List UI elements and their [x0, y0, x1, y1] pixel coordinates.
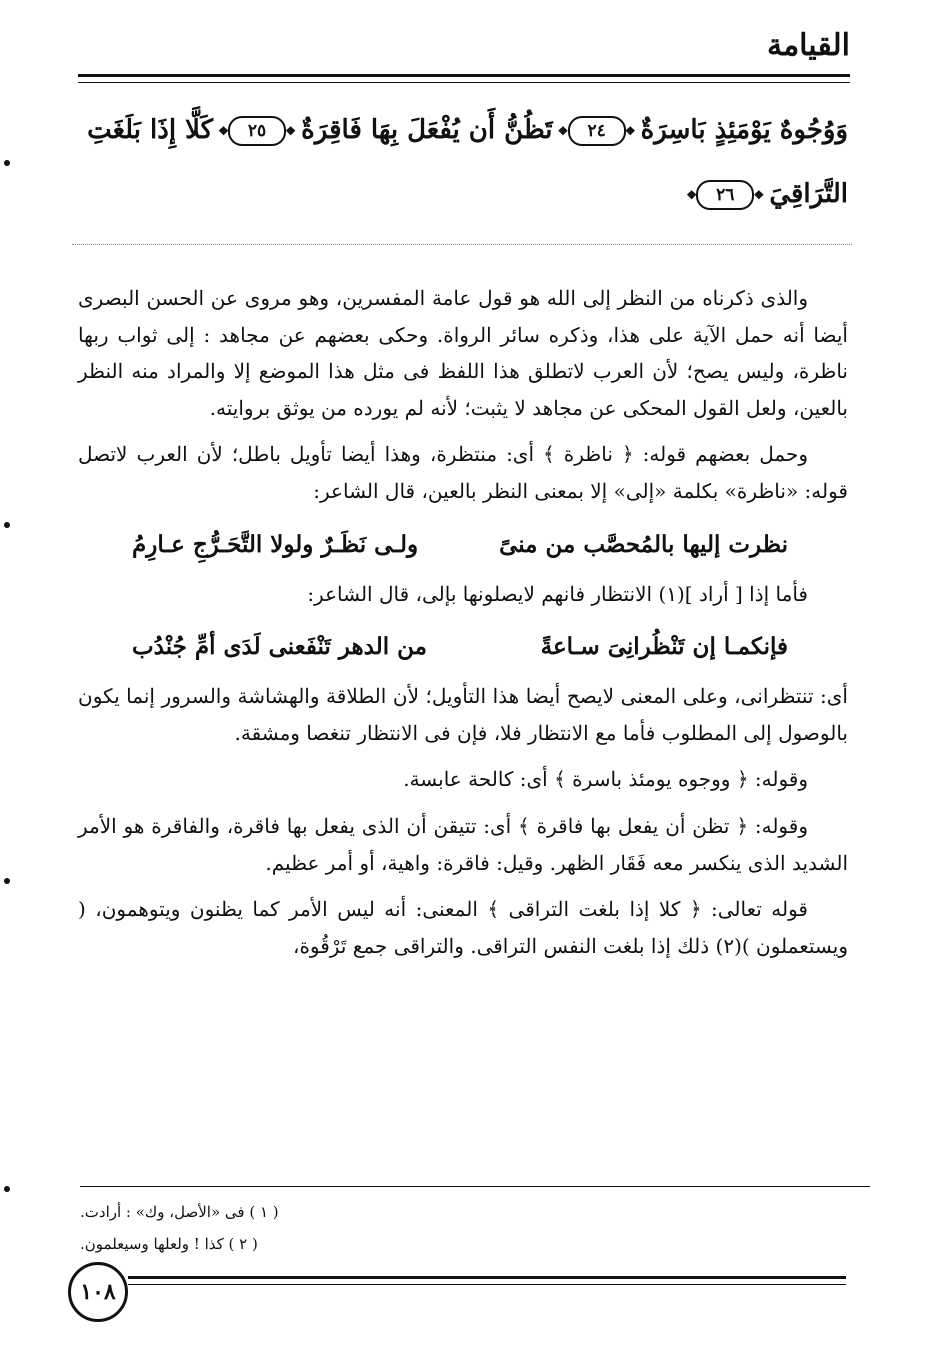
- verse-text: تَظُنُّ أَن يُفْعَلَ بِهَا فَاقِرَةٌ: [301, 115, 553, 145]
- paragraph: فأما إذا [ أراد ](١) الانتظار فانهم لايصلونها بإلى، قال الشاعر:: [307, 581, 808, 606]
- footer-rule-thin: [128, 1284, 846, 1285]
- ayah-number-marker: ❖ ٢٤ ❖: [568, 116, 626, 146]
- ayah-number-marker: ❖ ٢٥ ❖: [228, 116, 286, 146]
- quran-verses: [82, 98, 848, 226]
- scan-mark: [4, 878, 10, 884]
- poem-hemistich: من الدهر تَنْفَعنى لَدَى أمِّ جُنْدُب: [132, 633, 427, 661]
- scan-mark: [4, 160, 10, 166]
- ayah-number-marker: ❖ ٢٦ ❖: [696, 180, 754, 210]
- scan-mark: [4, 522, 10, 528]
- paragraph: والذى ذكرناه من النظر إلى الله هو قول عامة المفسرين، وهو مروى عن الحسن البصرى أيضا أنه حمل الآية على هذا، وذكره سائر الرواة. وحكى بعضهم عن مجاهد : إلى ثواب ربها ناظرة، وليس يصح؛ لأن العرب لاتطلق هذا اللفظ فى مثل هذا الموضع إلا والمراد منه النظر بالعين، ولعل القول المحكى عن مجاهد لا يثبت؛ لأنه لم يورده من يوثق بروايته.: [78, 286, 848, 420]
- poem-hemistich: فإنكمـا إن تَنْظُرانِىَ سـاعةً: [540, 633, 788, 661]
- verse-text: التَّرَاقِيَ: [769, 179, 848, 209]
- footnote: ( ٢ ) كذا ! ولعلها وسيعلمون.: [80, 1235, 258, 1253]
- verse-text: كَلَّا إِذَا بَلَغَتِ: [87, 115, 213, 145]
- page-title: القيامة: [767, 28, 850, 63]
- scan-mark: [4, 1186, 10, 1192]
- header-rule: [78, 74, 850, 77]
- footnote-divider: [80, 1186, 870, 1187]
- footnote: ( ١ ) فى «الأصل، وك» : أرادت.: [80, 1203, 279, 1221]
- footer-rule: [128, 1276, 846, 1279]
- footnotes: [80, 1196, 850, 1260]
- poem-verse: [78, 520, 848, 576]
- header-rule-thin: [78, 82, 850, 83]
- paragraph: وحمل بعضهم قوله: ﴿ ناظرة ﴾ أى: منتظرة، وهذا أيضا تأويل باطل؛ لأن العرب لاتصل قوله: «ناظرة» بكلمة «إلى» إلا بمعنى النظر بالعين، قال الشاعر:: [78, 442, 848, 503]
- page-footer: [68, 1262, 858, 1322]
- paragraph: وقوله: ﴿ ووجوه يومئذ باسرة ﴾ أى: كالحة عابسة.: [403, 767, 808, 792]
- page-number: ١٠٨: [68, 1262, 128, 1322]
- poem-hemistich: ولـى نَظَـرٌ ولولا التَّحَـرُّجِ عـارِمُ: [132, 530, 419, 558]
- poem-hemistich: نظرت إليها بالمُحصَّب من منىً: [499, 530, 788, 558]
- poem-verse: [78, 622, 848, 678]
- commentary-body: [78, 280, 848, 974]
- paragraph: قوله تعالى: ﴿ كلا إذا بلغت التراقى ﴾ المعنى: أنه ليس الأمر كما يظنون ويتوهمون، ( ويستعملون )(٢) ذلك إذا بلغت النفس التراقى. والتراقى جمع تَرْقُوة،: [78, 897, 848, 958]
- section-divider: [72, 244, 852, 245]
- verse-text: وَوُجُوهٌ يَوْمَئِذٍ بَاسِرَةٌ: [640, 115, 848, 145]
- paragraph: وقوله: ﴿ تظن أن يفعل بها فاقرة ﴾ أى: تتيقن أن الذى يفعل بها فاقرة، والفاقرة هو الأمر الشديد الذى ينكسر معه فَقَار الظهر. وقيل: فاقرة: واهية، أو أمر عظيم.: [78, 813, 848, 875]
- paragraph: أى: تنتظرانى، وعلى المعنى لايصح أيضا هذا التأويل؛ لأن الطلاقة والهشاشة والسرور إنما يكون بالوصول إلى المطلوب فأما مع الانتظار فلا، فإن فى الانتظار تنغصا ومشقة.: [78, 684, 848, 745]
